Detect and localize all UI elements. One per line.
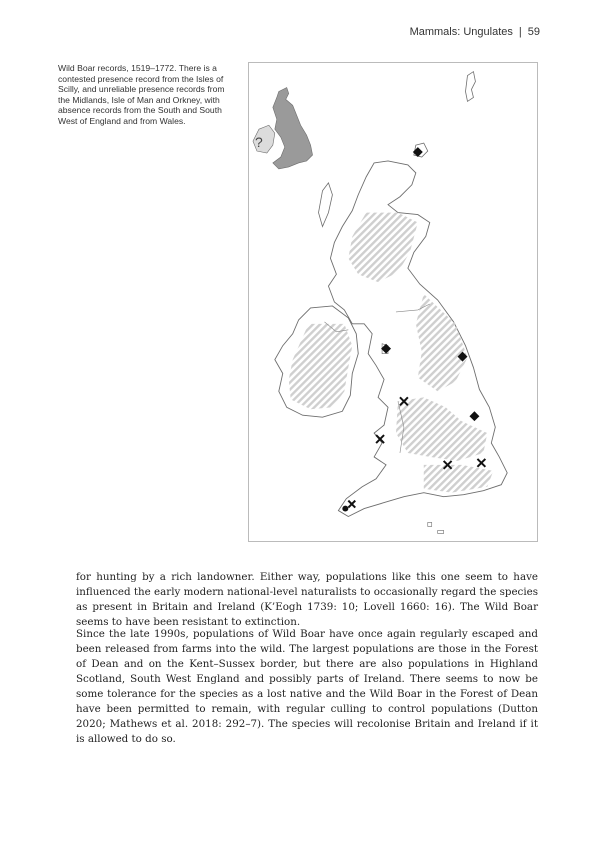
map-figure <box>248 62 538 542</box>
figure-caption: Wild Boar records, 1519–1772. There is a contested presence record from the Isles of Scilly, and unreliable presence records from the Midlands, Isle of Man and Orkney, with absence records from the South and South West of England and from Wales. <box>58 63 225 126</box>
inset-great-britain <box>273 87 313 168</box>
running-head-separator: | <box>518 26 522 38</box>
outer-hebrides <box>319 183 333 227</box>
british-isles-map <box>249 63 537 541</box>
inset-question-mark: ? <box>254 134 263 151</box>
channel-islands <box>428 522 444 533</box>
shetland-islands <box>465 72 475 102</box>
inset-map <box>253 87 313 168</box>
running-head <box>410 26 540 38</box>
body-paragraph-2: Since the late 1990s, populations of Wild Boar have once again regularly escaped and been released from farms into the wild. The largest populations are those in the Forest of Dean and on the Kent–Sussex border, but there are also populations in Highland Scotland, South West England and possibly parts of Ireland. There seems to now be some tolerance for the species as a lost native and the Wild Boar in the Forest of Dean have been permitted to remain, with regular culling to control populations (Dutton 2020; Mathews et al. 2018: 292–7). The species will recolonise Britain and Ireland if it is allowed to do so. <box>76 628 538 745</box>
page-number: 59 <box>527 26 540 38</box>
running-head-section: Mammals: Ungulates <box>409 26 513 38</box>
body-paragraph-1: for hunting by a rich landowner. Either way, populations like this one seem to have influenced the early modern national-level naturalists to occasionally regard the species as present in Britain and Ireland (K’Eogh 1739: 10; Lovell 1660: 16). The Wild Boar seems to have been resistant to extinction. <box>76 571 538 628</box>
scilly-record-dot <box>342 506 348 512</box>
